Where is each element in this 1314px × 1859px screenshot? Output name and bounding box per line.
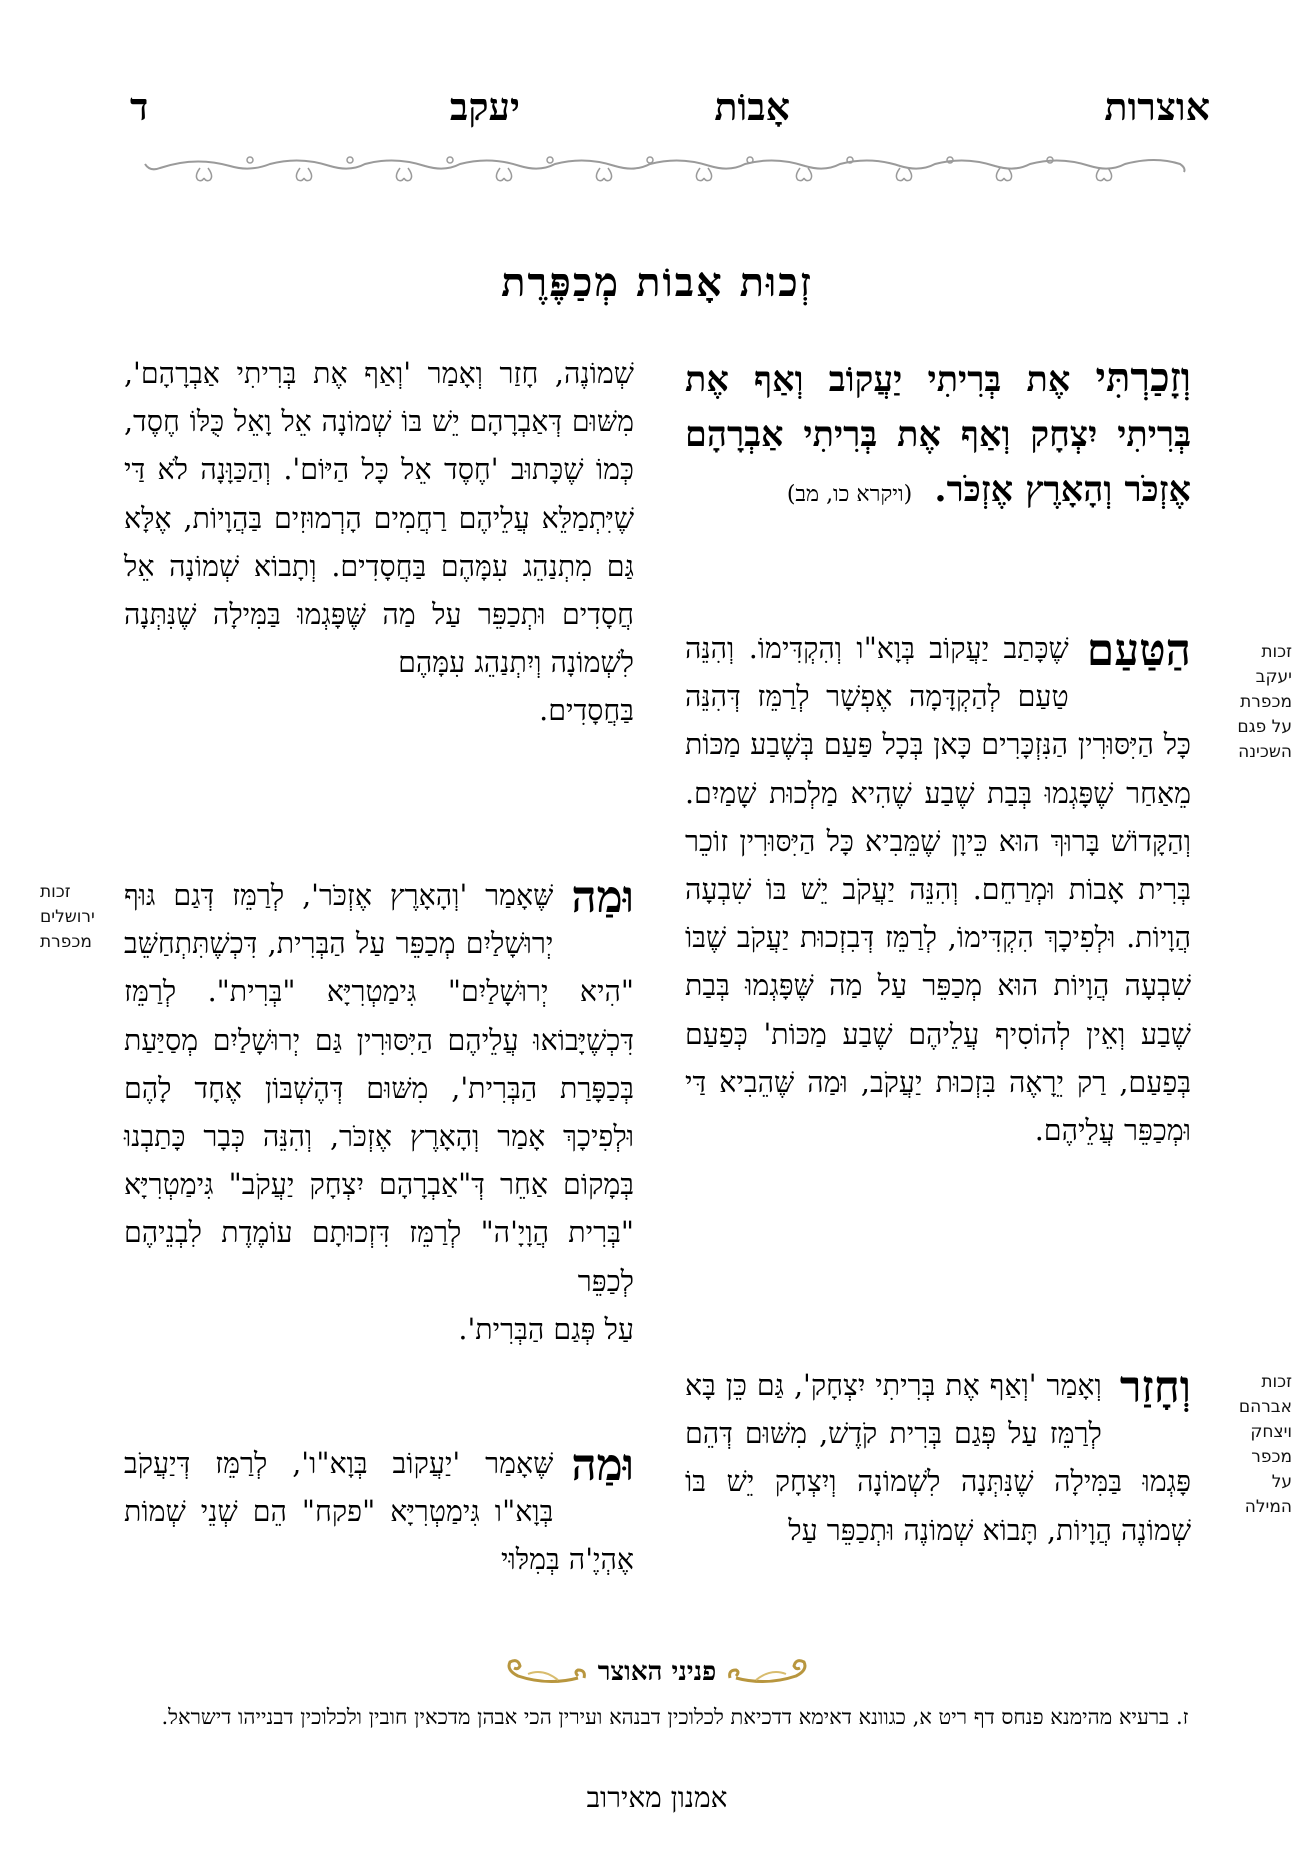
lead-word: הַטַּעַם — [1086, 625, 1191, 676]
lead-word: וּמַה — [571, 1440, 634, 1491]
margin-note-line: מכפרת — [1240, 692, 1292, 712]
gold-scroll-ornament-icon — [492, 1656, 588, 1688]
flourish-divider-icon — [140, 152, 1190, 182]
margin-note-line: המילה — [1244, 1497, 1292, 1517]
chapter-title: זְכוּת אָבוֹת מְכַפֶּרֶת — [501, 259, 813, 306]
margin-note-yaakov — [1212, 640, 1292, 765]
footnotes-heading-title: פניני האוצר — [597, 1657, 717, 1687]
verse-lead-word: וְזָכַרְתִּי — [1095, 354, 1191, 401]
paragraph-text: שֶׁכָּתַב יַעֲקוֹב בְּוָא"ו וְהִקְדִּימוֹ. וְהִנֵּה טַעַם לְהַקְדָּמָה אֶפְשָׁר לְרַמֵּז דְּהִנֵּה כָּל הַיִּסּוּרִין הַנִּזְכָּרִים כָּאן בְּכָל פַּעַם בְּשֶׁבַע מַכּוֹת מֵאַחַר שֶׁפָּגְמוּ בְּבַת שֶׁבַע שֶׁהִיא מַלְכוּת שָׁמַיִם. וְהַקָּדוֹשׁ בָּרוּךְ הוּא כֵּיוָן שֶׁמֵּבִיא כָּל הַיִּסּוּרִין זוֹכֵר בְּרִית אָבוֹת וּמְרַחֵם. וְהִנֵּה יַעֲקֹב יֵשׁ בּוֹ שִׁבְעָה הֲוָיוֹת. וּלְפִיכָךְ הִקְדִּימוֹ, לְרַמֵּז דְּבִזְכוּת יַעֲקֹב שֶׁבּוֹ שִׁבְעָה הֲוָיוֹת הוּא מְכַפֵּר עַל מַה שֶּׁפָּגְמוּ בְּבַת שֶׁבַע וְאֵין לְהוֹסִיף עֲלֵיהֶם שֶׁבַע מַכּוֹת' כְּפַעַם בְּפַעַם, רַק יֵרָאֶה בִּזְכוּת יַעֲקֹב, וּמַה שֶּׁהֵבִיא דַּי וּמְכַפֵּר עֲלֵיהֶם. — [685, 632, 1191, 1148]
paragraph-hataam — [685, 625, 1191, 1155]
margin-note-line: יעקב — [1255, 667, 1292, 687]
running-header-book-word2: אָבוֹת — [714, 84, 790, 129]
margin-note-line: על — [1271, 1472, 1292, 1492]
paragraph-vechazar — [685, 1362, 1191, 1555]
paragraph-umah-haaretz — [124, 872, 634, 1354]
margin-note-line: על פגם — [1237, 717, 1292, 737]
gold-scroll-ornament-icon — [726, 1656, 822, 1688]
paragraph-text: וְאָמַר 'וְאַף אֶת בְּרִיתִי יִצְחָק', גַּם כֵּן בָּא לְרַמֵּז עַל פְּגַם בְּרִית קֹדֶשׁ, מִשּׁוּם דְּהֵם פָּגְמוּ בַּמִּילָה שֶׁנִּתְּנָה לִשְׁמוֹנָה וְיִצְחָק יֵשׁ בּוֹ שְׁמוֹנֶה הֲוָיוֹת, תָּבוֹא שְׁמוֹנֶה וּתְכַפֵּר עַל — [685, 1369, 1191, 1547]
margin-note-line: אברהם — [1238, 1397, 1292, 1417]
margin-note-line: ירושלים — [40, 907, 95, 927]
verse-citation: (ויקרא כו, מב) — [786, 482, 913, 507]
running-header-section: יעקב — [449, 84, 520, 129]
margin-note-line: ויצחק — [1250, 1422, 1292, 1442]
verse-text: אֶת בְּרִיתִי יַעֲקוֹב וְאַף אֶת בְּרִיתִי יִצְחָק וְאַף אֶת בְּרִיתִי אַבְרָהָם אֶזְכֹּר וְהָאָרֶץ אֶזְכֹּר. — [685, 359, 1191, 510]
paragraph-text: שֶּׁאָמַר 'יַעֲקוֹב בְּוָא"ו', לְרַמֵּז דְּיַעֲקֹב בְּוָא"ו גִּימַטְרִיָּא "פקח" הֵם שְׁנֵי שְׁמוֹת אֶהְיֶ'ה בְּמִלּוּי — [124, 1447, 634, 1577]
page-number: ד — [130, 84, 149, 129]
running-header — [130, 82, 1210, 142]
margin-note-line: זכות — [1261, 642, 1292, 662]
margin-note-avraham-yitzchak — [1212, 1370, 1292, 1520]
verse-quote — [685, 350, 1191, 522]
running-header-book-word1: אוצרות — [1104, 84, 1210, 129]
author-name: אמנון מאירוב — [586, 1781, 728, 1814]
margin-note-yerushalayim — [40, 880, 120, 955]
margin-note-line: מכפר — [1251, 1447, 1292, 1467]
margin-note-line: השכינה — [1238, 742, 1292, 762]
paragraph-last-line: עַל פְּגַם הַבְּרִית'. — [458, 1312, 634, 1346]
paragraph-text: שְׁמוֹנֶה, חָזַר וְאָמַר 'וְאַף אֶת בְּרִיתִי אַבְרָהָם', מִשּׁוּם דְּאַבְרָהָם יֵשׁ בּוֹ שְׁמוֹנָה אֵל וָאֵל כֻּלּוֹ חֶסֶד, כְּמוֹ שֶׁכָּתוּב 'חֶסֶד אֵל כָּל הַיּוֹם'. וְהַכַּוָּנָה לֹא דַּי שֶׁיִּתְמַלֵּא עֲלֵיהֶם רַחֲמִים הָרְמוּזִים בַּהֲוָיוֹת, אֶלָּא גַּם מִתְנַהֵג עִמָּהֶם בַּחֲסָדִים. וְתָבוֹא שְׁמוֹנָה אֵל חֲסָדִים וּתְכַפֵּר עַל מַה שֶּׁפָּגְמוּ בַּמִּילָה שֶׁנִּתְּנָה לִשְׁמוֹנָה וְיִתְנַהֵג עִמָּהֶם — [124, 357, 634, 680]
paragraph-text: שֶּׁאָמַר 'וְהָאָרֶץ אֶזְכֹּר', לְרַמֵּז דְּגַם גּוּף יְרוּשָׁלַיִם מְכַפֵּר עַל הַבְּרִית, דִּכְשֶׁתִּתְחַשֵּׁב "הִיא יְרוּשָׁלַיִם" גִּימַטְרִיָּא "בְּרִית". לְרַמֵּז דִּכְשֶׁיָּבוֹאוּ עֲלֵיהֶם הַיִּסּוּרִין גַּם יְרוּשָׁלַיִם מְסַיַּעַת בְּכַפָּרַת הַבְּרִית', מִשּׁוּם דְּהֶשְׁבּוֹן אֶחָד לָהֶם וּלְפִיכָךְ אָמַר וְהָאָרֶץ אֶזְכֹּר, וְהִנֵּה כְּבָר כָּתַבְנוּ בְּמָקוֹם אַחֵר דְּ"אַבְרָהָם יִצְחָק יַעֲקֹב" גִּימַטְרִיָּא "בְּרִית הֲוָיָ'ה" לְרַמֵּז דִּזְכוּתָם עוֹמֶדֶת לִבְנֵיהֶם לְכַפֵּר — [124, 879, 634, 1298]
paragraph-umah-yaakov — [124, 1440, 634, 1585]
paragraph-last-line: בַּחֲסָדִים. — [539, 694, 634, 728]
lead-word: וּמַה — [571, 872, 634, 923]
margin-note-line: מכפרת — [40, 932, 92, 952]
margin-note-line: זכות — [1261, 1372, 1292, 1392]
margin-note-line: זכות — [40, 882, 71, 902]
lead-word: וְחָזַר — [1119, 1362, 1191, 1413]
footnotes-heading — [0, 1652, 1314, 1692]
paragraph-continuation — [124, 350, 634, 736]
footnote: ז. ברעיא מהימנא פנחס דף ריט א, כגוונא דאימא דדכיאת לכלוכין דבנהא ועירין הכי אבהן מדכאין חובין ולכלוכין דבנייהו דישראל. — [161, 1705, 1189, 1729]
